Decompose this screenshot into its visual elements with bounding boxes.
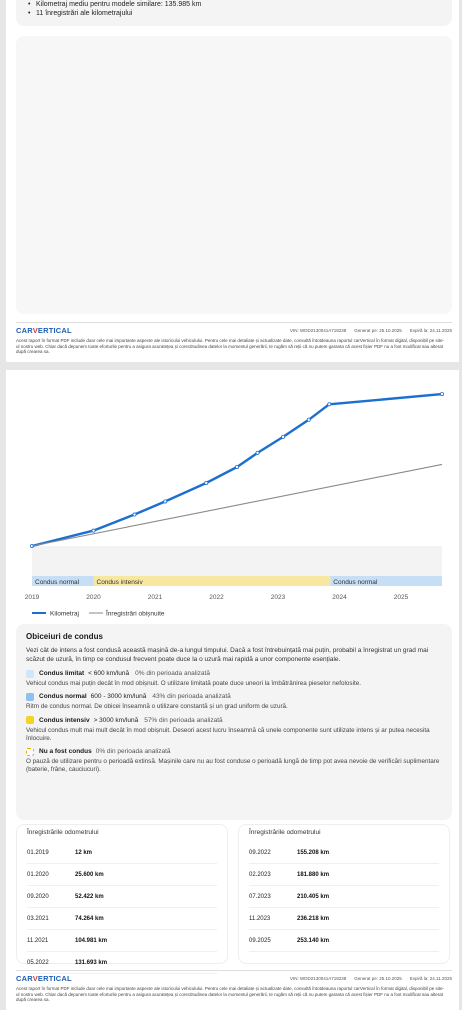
habit-range: 600 - 3000 km/lună (90, 693, 147, 701)
record-date: 05.2022 (27, 959, 49, 966)
carvertical-logo: CARVERTICAL (16, 974, 72, 983)
habit-description: Vehicul condus mai puțin decât în mod obișnuit. O utilizare limitată poate duce uneori la îmbătrânirea pieselor nefolosite. (26, 680, 361, 688)
record-value: 155.208 km (297, 849, 330, 856)
odometer-title: Înregistrările odometrului (249, 829, 321, 836)
report-page-2 (6, 370, 459, 1010)
record-value: 25.600 km (75, 871, 104, 878)
habit-not-driven (26, 747, 442, 774)
band-label: Condus normal (35, 579, 80, 586)
mileage-point (328, 403, 331, 406)
x-tick-label: 2021 (147, 594, 163, 601)
section-intro: Vezi cât de intens a fost condusă această mașină de-a lungul timpului. Dacă a fost întrebuințată mai puțin, probabil a înregistrat un grad mai scăzut de uzură, în timp ce condusul frecvent poate duce la o uzură mai rapidă a unor componente esențiale. (26, 647, 429, 663)
mileage-line (32, 394, 442, 546)
habit-limited (26, 669, 442, 688)
table-row (27, 886, 217, 908)
section-title: Obiceiuri de condus (26, 632, 103, 641)
footer-disclaimer: Acest raport în format PDF include doar cele mai importante aspecte ale istoricului vehiculului. Pentru cele mai detaliate și actualizate date, consultă întotdeauna raportul carVertical în format digital, disponibil pe site-ul nostru web. Chiar dacă depunem toate eforturile pentru a asigura acuratețea și corectitudinea datelor la momentul generării, te rugăm să reții că nu putem garanta că acest fișier PDF nu a fost modificat sau alterat după crearea sa. (16, 986, 444, 1003)
x-tick-label: 2025 (393, 594, 409, 601)
intensive-swatch (26, 716, 34, 724)
mileage-chart-svg (6, 370, 459, 620)
habit-range: > 3000 km/lună (93, 716, 139, 724)
table-row (249, 886, 439, 908)
record-date: 09.2022 (249, 849, 271, 856)
record-value: 104.981 km (75, 937, 108, 944)
mileage-point (92, 529, 95, 532)
record-date: 09.2020 (27, 893, 49, 900)
band-label: Condus normal (333, 579, 378, 586)
record-value: 210.405 km (297, 893, 330, 900)
odometer-title: Înregistrările odometrului (27, 829, 99, 836)
limited-swatch (26, 670, 34, 678)
record-date: 11.2023 (249, 915, 271, 922)
habit-name: Condus normal (39, 693, 87, 701)
footer-vin: VIN: WDD2130041A718238 (289, 976, 347, 981)
normal-swatch (26, 693, 34, 701)
record-value: 74.264 km (75, 915, 104, 922)
habit-normal (26, 692, 442, 711)
habit-name: Nu a fost condus (39, 748, 92, 755)
bullet-average-mileage: • Kilometraj mediu pentru modele similare: 135.985 km (28, 0, 440, 9)
odometer-records-right (238, 824, 450, 964)
record-date: 11.2021 (27, 937, 49, 944)
record-value: 52.422 km (75, 893, 104, 900)
mileage-summary-box (16, 0, 452, 26)
habit-description: Ritm de condus normal. De obicei înseamnă o utilizare constantă și un grad uniform de uzură. (26, 703, 288, 711)
mileage-point (256, 451, 259, 454)
table-row (249, 842, 439, 864)
record-date: 02.2023 (249, 871, 271, 878)
x-tick-label: 2022 (209, 594, 224, 601)
record-date: 09.2025 (249, 937, 271, 944)
footer-disclaimer: Acest raport în format PDF include doar cele mai importante aspecte ale istoricului vehiculului. Pentru cele mai detaliate și actualizate date, consultă întotdeauna raportul carVertical în format digital, disponibil pe site-ul nostru web. Chiar dacă depunem toate eforturile pentru a asigura acuratețea și corectitudinea datelor la momentul generării, te rugăm să reții că nu putem garanta că acest fișier PDF nu a fost modificat sau alterat după crearea sa. (16, 338, 444, 355)
record-date: 07.2023 (249, 893, 271, 900)
table-row (249, 908, 439, 930)
record-date: 01.2019 (27, 849, 49, 856)
band-label: Condus intensiv (96, 579, 143, 586)
x-tick-label: 2019 (24, 594, 40, 601)
mileage-point (133, 513, 136, 516)
typical-line (32, 464, 442, 546)
page-footer (16, 970, 452, 1003)
record-value: 236.218 km (297, 915, 330, 922)
mileage-point (440, 393, 443, 396)
empty-content-area (16, 36, 452, 314)
habit-name: Condus limitat (39, 670, 85, 678)
record-date: 01.2020 (27, 871, 49, 878)
mileage-point (282, 435, 285, 438)
habit-share: 43% din perioada analizată (152, 693, 231, 701)
footer-expires: Expiră la: 24.11.2025 (409, 328, 452, 333)
mileage-point (235, 465, 238, 468)
habit-name: Condus intensiv (39, 716, 90, 724)
footer-expires: Expiră la: 24.11.2025 (409, 976, 452, 981)
page-footer (16, 322, 452, 355)
record-value: 12 km (75, 849, 93, 856)
record-value: 253.140 km (297, 937, 330, 944)
table-row (249, 930, 439, 952)
legend-label-typical: Înregistrări obișnuite (106, 610, 165, 618)
habit-intensive (26, 716, 442, 743)
mileage-chart (6, 370, 459, 620)
mileage-point (307, 418, 310, 421)
habit-range: < 600 km/lună (88, 670, 130, 678)
mileage-point (205, 481, 208, 484)
mileage-point (164, 500, 167, 503)
bullet-records-count: • 11 înregistrări ale kilometrajului (28, 9, 440, 18)
habit-share: 0% din perioada analizată (135, 670, 210, 678)
footer-generated: Generat pe: 25.10.2025 (354, 976, 402, 981)
record-value: 131.693 km (75, 959, 108, 966)
plot-baseline-area (32, 546, 442, 576)
footer-generated: Generat pe: 25.10.2025 (354, 328, 402, 333)
x-tick-label: 2024 (332, 594, 347, 601)
table-row (249, 864, 439, 886)
habit-share: 57% din perioada analizată (144, 716, 223, 724)
report-page-1 (6, 0, 459, 362)
habit-description: O pauză de utilizare pentru o perioadă extinsă. Mașinile care nu au fost conduse o perioadă lungă de timp pot avea nevoie de verificări suplimentare (baterie, frâne, cauciucuri). (26, 758, 440, 774)
x-tick-label: 2023 (270, 594, 286, 601)
table-row (27, 864, 217, 886)
habit-description: Vehicul condus mult mai mult decât în mod obișnuit. Deseori acest lucru înseamnă că unele componente sunt utilizate intens și ar putea necesita înlocuire. (26, 726, 430, 742)
carvertical-logo: CARVERTICAL (16, 326, 72, 335)
x-tick-label: 2020 (86, 594, 101, 601)
legend-label-mileage: Kilometraj (50, 610, 79, 618)
table-row (27, 842, 217, 864)
record-date: 03.2021 (27, 915, 49, 922)
odometer-records-left (16, 824, 228, 964)
footer-vin: VIN: WDD2130041A718238 (289, 328, 347, 333)
habit-share: 0% din perioada analizată (95, 748, 171, 755)
table-row (27, 908, 217, 930)
not-driven-swatch (26, 748, 34, 756)
record-value: 181.880 km (297, 871, 330, 878)
driving-habits-section (16, 624, 452, 820)
table-row (27, 930, 217, 952)
